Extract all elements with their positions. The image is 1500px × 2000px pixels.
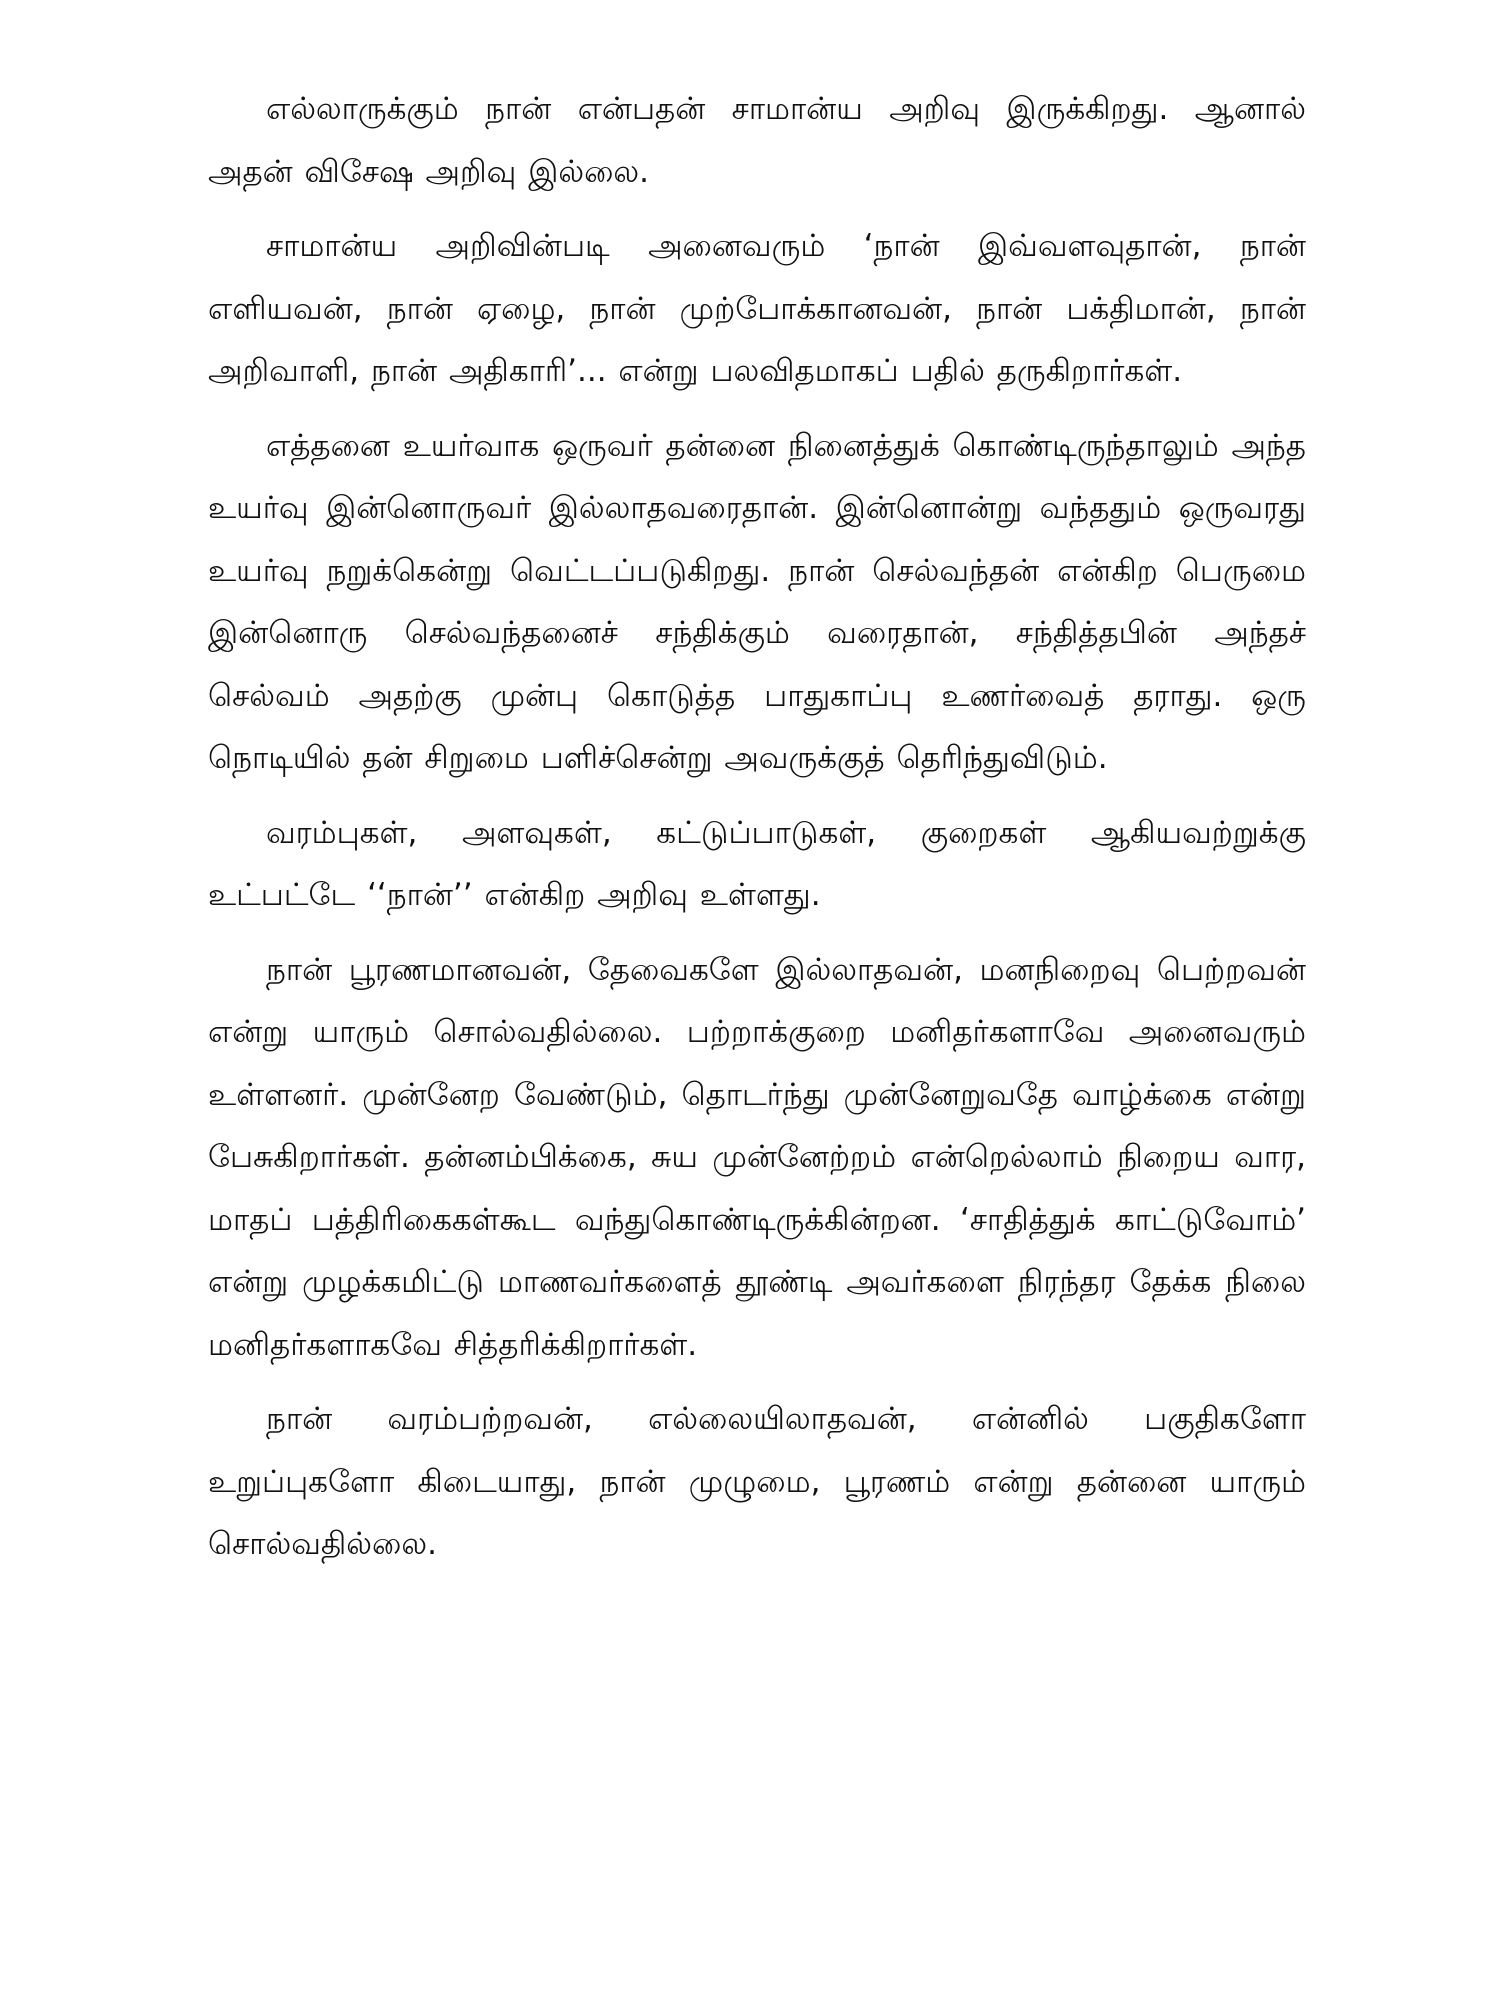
paragraph-3: எத்தனை உயர்வாக ஒருவர் தன்னை நினைத்துக் கொண்டிருந்தாலும் அந்த உயர்வு இன்னொருவர் இல்லாதவரைதான். இன்னொன்று வந்ததும் ஒருவரது உயர்வு நறுக்கென்று வெட்டப்படுகிறது. நான் செல்வந்தன் என்கிற பெருமை இன்னொரு செல்வந்தனைச் சந்திக்கும் வரைதான், சந்தித்தபின் அந்தச் செல்வம் அதற்கு முன்பு கொடுத்த பாதுகாப்பு உணர்வைத் தராது. ஒரு நொடியில் தன் சிறுமை பளிச்சென்று அவருக்குத் தெரிந்துவிடும். (208, 427, 1306, 776)
paragraph-1: எல்லாருக்கும் நான் என்பதன் சாமான்ய அறிவு இருக்கிறது. ஆனால் அதன் விசேஷ அறிவு இல்லை. (208, 91, 1306, 190)
paragraph-4: வரம்புகள், அளவுகள், கட்டுப்பாடுகள், குறைகள் ஆகியவற்றுக்கு உட்பட்டே ‘‘நான்’’ என்கிற அறிவு உள்ளது. (208, 814, 1306, 913)
paragraph-6: நான் வரம்பற்றவன், எல்லையிலாதவன், என்னில் பகுதிகளோ உறுப்புகளோ கிடையாது, நான் முழுமை, பூரணம் என்று தன்னை யாரும் சொல்வதில்லை. (208, 1401, 1306, 1562)
paragraph-5: நான் பூரணமானவன், தேவைகளே இல்லாதவன், மனநிறைவு பெற்றவன் என்று யாரும் சொல்வதில்லை. பற்றாக்குறை மனிதர்களாவே அனைவரும் உள்ளனர். முன்னேற வேண்டும், தொடர்ந்து முன்னேறுவதே வாழ்க்கை என்று பேசுகிறார்கள். தன்னம்பிக்கை, சுய முன்னேற்றம் என்றெல்லாம் நிறைய வார, மாதப் பத்திரிகைகள்கூட வந்துகொண்டிருக்கின்றன. ‘சாதித்துக் காட்டுவோம்’ என்று முழக்கமிட்டு மாணவர்களைத் தூண்டி அவர்களை நிரந்தர தேக்க நிலை மனிதர்களாகவே சித்தரிக்கிறார்கள். (208, 951, 1306, 1363)
page-body-text (208, 78, 1306, 1576)
paragraph-2: சாமான்ய அறிவின்படி அனைவரும் ‘நான் இவ்வளவுதான், நான் எளியவன், நான் ஏழை, நான் முற்போக்கானவன், நான் பக்திமான், நான் அறிவாளி, நான் அதிகாரி’... என்று பலவிதமாகப் பதில் தருகிறார்கள். (208, 228, 1306, 389)
